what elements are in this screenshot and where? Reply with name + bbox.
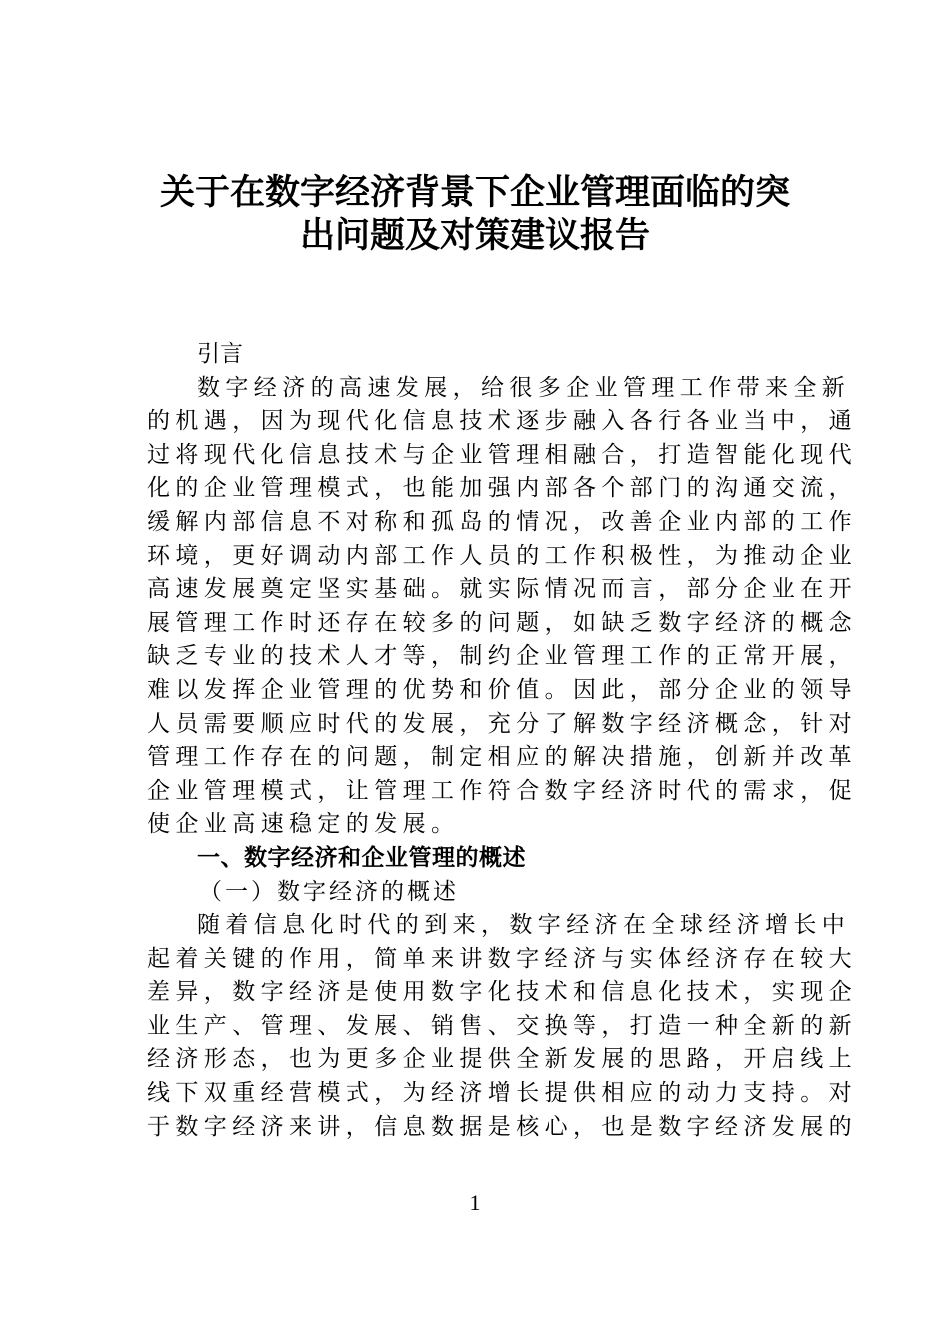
paragraph-line: 数字经济的高速发展，给很多企业管理工作带来全新 xyxy=(197,374,851,401)
paragraph-line: 环境，更好调动内部工作人员的工作积极性，为推动企业 xyxy=(147,542,857,569)
paragraph-line: 化的企业管理模式，也能加强内部各个部门的沟通交流， xyxy=(147,475,857,502)
paragraph-line: 经济形态，也为更多企业提供全新发展的思路，开启线上 xyxy=(147,1046,857,1073)
paragraph-line: 的机遇，因为现代化信息技术逐步融入各行各业当中，通 xyxy=(147,408,857,435)
section-heading: 一、数字经济和企业管理的概述 xyxy=(197,844,526,871)
intro-paragraph xyxy=(147,372,857,842)
intro-heading: 引言 xyxy=(197,341,243,367)
paragraph-line: 业生产、管理、发展、销售、交换等，打造一种全新的新 xyxy=(147,1012,857,1039)
paragraph-line: 展管理工作时还存在较多的问题，如缺乏数字经济的概念 xyxy=(147,609,857,636)
page-number: 1 xyxy=(469,1190,481,1215)
paragraph-line: 高速发展奠定坚实基础。就实际情况而言，部分企业在开 xyxy=(147,576,857,603)
subsection-paragraph xyxy=(147,909,857,1144)
paragraph-line: 差异，数字经济是使用数字化技术和信息化技术，实现企 xyxy=(147,979,857,1006)
paragraph-line: 使企业高速稳定的发展。 xyxy=(147,811,460,838)
document-title-line-2: 出问题及对策建议报告 xyxy=(299,215,650,256)
paragraph-line: 过将现代化信息技术与企业管理相融合，打造智能化现代 xyxy=(147,441,857,468)
subsection-heading: （一）数字经济的概述 xyxy=(199,878,459,905)
paragraph-line: 难以发挥企业管理的优势和价值。因此，部分企业的领导 xyxy=(147,676,857,703)
paragraph-line: 起着关键的作用，简单来讲数字经济与实体经济存在较大 xyxy=(147,945,857,972)
paragraph-line: 管理工作存在的问题，制定相应的解决措施，创新并改革 xyxy=(147,744,857,771)
paragraph-line: 缓解内部信息不对称和孤岛的情况，改善企业内部的工作 xyxy=(147,508,857,535)
paragraph-line: 随着信息化时代的到来，数字经济在全球经济增长中 xyxy=(197,912,851,939)
paragraph-line: 人员需要顺应时代的发展，充分了解数字经济概念，针对 xyxy=(147,710,857,737)
document-body xyxy=(147,338,857,1144)
paragraph-line: 线下双重经营模式，为经济增长提供相应的动力支持。对 xyxy=(147,1080,857,1107)
paragraph-line: 缺乏专业的技术人才等，制约企业管理工作的正常开展， xyxy=(147,643,857,670)
paragraph-line: 企业管理模式，让管理工作符合数字经济时代的需求，促 xyxy=(147,777,857,804)
document-title-line-1: 关于在数字经济背景下企业管理面临的突 xyxy=(159,172,790,213)
paragraph-line: 于数字经济来讲，信息数据是核心，也是数字经济发展的 xyxy=(147,1113,857,1140)
